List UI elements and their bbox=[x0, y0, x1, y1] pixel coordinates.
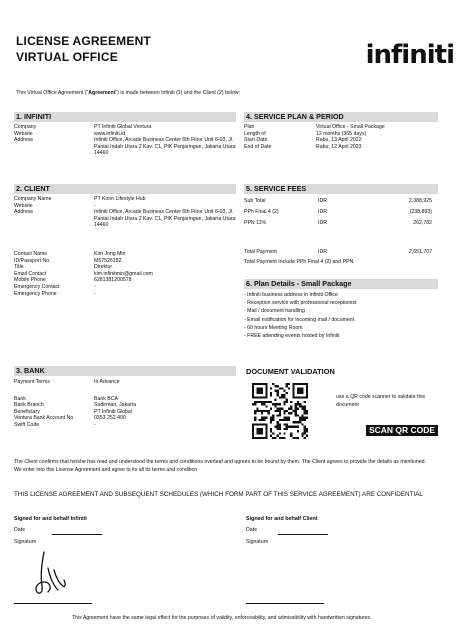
field-value: - bbox=[94, 202, 96, 209]
field-row bbox=[244, 124, 438, 131]
field-value: kim.infinitmin@gmail.com bbox=[94, 270, 153, 277]
fee-currency: IDR bbox=[318, 198, 327, 204]
fee-amount: 2,388,925 bbox=[408, 198, 432, 204]
field-label: Website bbox=[14, 130, 33, 137]
section-service-plan bbox=[244, 112, 438, 150]
field-row bbox=[14, 396, 236, 403]
fee-label: PPh Final 4 (2) bbox=[244, 209, 279, 215]
section-heading: 3. BANK bbox=[14, 366, 236, 376]
signature-label: Signature bbox=[14, 539, 37, 545]
date-label: Date bbox=[14, 527, 25, 533]
plan-detail-item: - Email notification for incoming mail / document bbox=[244, 316, 355, 323]
field-value: M57526182 bbox=[94, 257, 122, 264]
total-amount: 2,651,707 bbox=[408, 249, 432, 255]
intro-text: This Virtual Office Agreement ("Agreement") is made between Infiniti (1) and the Client (2) below: bbox=[16, 90, 241, 96]
confidential-notice: THIS LICENSE AGREEMENT AND SUBSEQUENT SCHEDULES (WHICH FORM PART OF THIS SERVICE AGREEMENT) ARE CONFIDENTIAL bbox=[14, 491, 423, 498]
field-label: Address bbox=[14, 137, 34, 144]
field-label: Company Name bbox=[14, 196, 52, 202]
field-label: Title bbox=[14, 264, 24, 271]
field-label: Bank bbox=[14, 395, 26, 402]
plan-detail-item: - FREE attending events hosted by Infiniti bbox=[244, 333, 340, 340]
section-heading: 1. INFINITI bbox=[14, 112, 236, 122]
handwritten-signature bbox=[30, 548, 70, 598]
field-value: Direktur bbox=[94, 264, 113, 271]
field-label: Address bbox=[14, 209, 34, 216]
field-row bbox=[244, 131, 438, 138]
date-line[interactable] bbox=[52, 534, 102, 535]
fee-row bbox=[244, 207, 438, 218]
field-row bbox=[14, 131, 236, 138]
field-value: 12 months (365 days) bbox=[316, 130, 367, 137]
validation-heading: DOCUMENT VALIDATION bbox=[246, 367, 335, 376]
field-value: Rabu, 13 April 2022 bbox=[316, 137, 362, 144]
sign-infiniti-label: Signed for and behalf Infiniti bbox=[14, 516, 87, 522]
field-row bbox=[14, 271, 236, 278]
field-value: - bbox=[94, 290, 96, 297]
field-value: PT Infiniti Global Ventura bbox=[94, 124, 152, 130]
field-label: Plan bbox=[244, 124, 255, 130]
field-value: - bbox=[94, 421, 96, 428]
plan-detail-item: - Reception service with professional receptionist bbox=[244, 300, 357, 307]
signature-line-client[interactable] bbox=[246, 603, 324, 604]
field-row bbox=[14, 137, 236, 157]
field-label: Contact Name bbox=[14, 250, 48, 257]
fee-row bbox=[244, 218, 438, 229]
section-heading: 5. SERVICE FEES bbox=[244, 184, 438, 194]
field-value: 0353 252 400 bbox=[94, 415, 126, 422]
legal-note: This Agreement have the same legal effect for the purposes of validity, enforceability, and admissibility with handwritten signatures. bbox=[72, 615, 372, 621]
sign-client-label: Signed for and behalf Client bbox=[246, 516, 318, 522]
fee-amount: 262,782 bbox=[413, 220, 432, 226]
field-row bbox=[14, 422, 236, 429]
section-plan-details bbox=[244, 279, 438, 340]
date-label: Date bbox=[246, 527, 257, 533]
section-service-fees bbox=[244, 184, 438, 265]
signature-line-infiniti[interactable] bbox=[14, 603, 92, 604]
total-note: Total Payment Include PPh Final 4 (2) and PPN bbox=[244, 258, 354, 265]
field-value: Kim Jong Min bbox=[94, 250, 126, 257]
field-row bbox=[244, 144, 438, 151]
field-label: Swift Code bbox=[14, 421, 40, 428]
field-value: www.infiniti.id bbox=[94, 130, 126, 137]
section-bank bbox=[14, 366, 236, 429]
field-value: Infiniti Office, Arcade Business Center 6th Floor Unit 6-03, Jl. Pantai Indah Utara 2 Kav. C1, PIK Penjaringan, Jakarta Utara 14460 bbox=[94, 137, 236, 157]
field-label: Ventura Bank Account No. bbox=[14, 415, 75, 422]
field-label: Emergency Contact bbox=[14, 283, 60, 290]
field-value: Rabu, 12 April 2023 bbox=[316, 143, 362, 150]
field-value: PT Korin Lifestyle Hub bbox=[94, 196, 146, 202]
field-value: PT Infiniti Global bbox=[94, 408, 132, 415]
field-row bbox=[14, 415, 236, 422]
signature-label: Signature bbox=[246, 539, 269, 545]
field-row bbox=[14, 251, 236, 258]
total-payment-row bbox=[244, 249, 438, 256]
fee-label: Sub Total bbox=[244, 198, 266, 204]
field-label: Beneficiary bbox=[14, 408, 40, 415]
field-value: Infiniti Office, Arcade Business Center 6th Floor Unit 6-03, Jl. Pantai Indah Utara 2 Kav. C1, PIK Penjaringan, Jakarta Utara 14460 bbox=[94, 209, 236, 229]
field-row bbox=[14, 264, 236, 271]
agreement-subtitle: VIRTUAL OFFICE bbox=[16, 50, 118, 64]
field-label: Length of bbox=[244, 130, 266, 137]
plan-detail-item: - Mail / document handling bbox=[244, 308, 305, 315]
qr-instruction: use a QR code scanner to validate this document bbox=[336, 394, 426, 408]
field-row bbox=[14, 277, 236, 284]
section-heading: 6. Plan Details - Small Package bbox=[244, 279, 438, 289]
field-label: Email Contact bbox=[14, 270, 47, 277]
client-confirmation: The Client confirms that he/she has read and understood the terms and conditions overleaf and agrees to be bound by them. The Client agrees to provide the details as mentioned. We enter into this License Agreement and agree to its all its terms and condition bbox=[14, 459, 426, 473]
field-row bbox=[14, 209, 236, 229]
field-row bbox=[14, 203, 236, 210]
field-row bbox=[14, 291, 236, 298]
field-row bbox=[14, 409, 236, 416]
field-value: Sudirman, Jakarta bbox=[94, 402, 137, 409]
field-row bbox=[14, 124, 236, 131]
section-client bbox=[14, 184, 236, 297]
plan-detail-item: - 60 hours Meeting Room bbox=[244, 324, 303, 331]
payment-terms-row: Payment Terms In Advance bbox=[14, 379, 120, 385]
total-currency: IDR bbox=[318, 249, 327, 255]
infiniti-logo: infiniti bbox=[365, 40, 454, 70]
field-label: Company bbox=[14, 124, 37, 130]
field-label: Mobile Phone bbox=[14, 277, 46, 284]
field-label: End of Date bbox=[244, 143, 272, 150]
fee-amount: (238,893) bbox=[409, 209, 432, 215]
field-value: Virtual Office - Small Package bbox=[316, 124, 385, 130]
date-line[interactable] bbox=[278, 534, 328, 535]
field-row bbox=[14, 258, 236, 265]
field-row bbox=[14, 402, 236, 409]
field-label: ID/Passport No. bbox=[14, 257, 51, 264]
section-heading: 2. CLIENT bbox=[14, 184, 236, 194]
section-infiniti bbox=[14, 112, 236, 157]
field-row bbox=[14, 196, 236, 203]
field-label: Emergency Phone bbox=[14, 290, 57, 297]
fee-row bbox=[244, 196, 438, 207]
fee-currency: IDR bbox=[318, 220, 327, 226]
field-row bbox=[244, 137, 438, 144]
field-label: Bank Branch bbox=[14, 402, 44, 409]
agreement-title: LICENSE AGREEMENT bbox=[16, 34, 151, 48]
total-label: Total Payment bbox=[244, 249, 277, 255]
field-row bbox=[14, 284, 236, 291]
field-label: Website bbox=[14, 202, 33, 209]
fee-currency: IDR bbox=[318, 209, 327, 215]
plan-detail-item: - Infiniti business address in Infiniti Office bbox=[244, 292, 338, 298]
qr-code[interactable] bbox=[252, 383, 308, 444]
field-value: - bbox=[94, 283, 96, 290]
field-label: Start Date bbox=[244, 137, 268, 144]
field-value: 6281381200578 bbox=[94, 277, 132, 284]
fee-label: PPN 11% bbox=[244, 220, 267, 226]
scan-qr-button[interactable]: SCAN QR CODE bbox=[366, 425, 438, 436]
section-heading: 4. SERVICE PLAN & PERIOD bbox=[244, 112, 438, 122]
field-value: Bank BCA bbox=[94, 395, 118, 402]
